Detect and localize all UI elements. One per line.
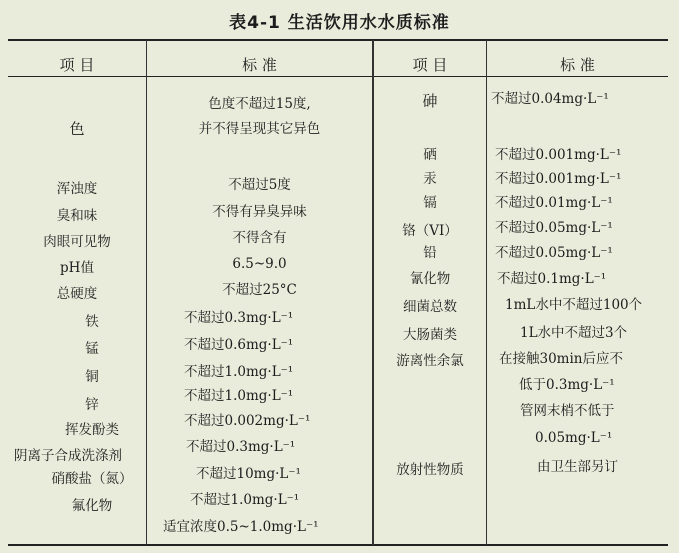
right-std-chlorine-line2: 低于0.3mg·L⁻¹ xyxy=(519,377,615,393)
right-item-bacteria: 细菌总数 xyxy=(403,299,457,315)
right-std-arsenic: 不超过0.04mg·L⁻¹ xyxy=(491,91,609,107)
left-item-ph: pH值 xyxy=(60,260,94,276)
left-std-ph: 6.5~9.0 xyxy=(232,256,287,272)
left-std-zinc: 不超过1.0mg·L⁻¹ xyxy=(184,388,294,404)
left-std-fluoride-line1: 不超过1.0mg·L⁻¹ xyxy=(190,492,300,508)
left-std-copper: 不超过1.0mg·L⁻¹ xyxy=(184,364,294,380)
right-item-cadmium: 镉 xyxy=(423,195,437,211)
header-right-item: 项 目 xyxy=(412,56,448,74)
bottom-rule xyxy=(8,544,668,546)
left-std-visible: 不得含有 xyxy=(232,230,287,246)
left-std-nitrate: 不超过10mg·L⁻¹ xyxy=(196,466,301,482)
left-item-iron: 铁 xyxy=(85,314,99,330)
left-item-zinc: 锌 xyxy=(85,397,99,413)
right-std-selenium: 不超过0.001mg·L⁻¹ xyxy=(495,147,622,163)
right-item-arsenic: 砷 xyxy=(422,92,438,110)
left-std-iron: 不超过0.3mg·L⁻¹ xyxy=(184,310,294,326)
right-item-radioactive: 放射性物质 xyxy=(396,462,464,478)
right-item-selenium: 硒 xyxy=(423,147,437,163)
left-std-manganese: 不超过0.6mg·L⁻¹ xyxy=(184,337,294,353)
left-item-copper: 铜 xyxy=(85,369,99,385)
right-std-chlorine-line4: 0.05mg·L⁻¹ xyxy=(535,430,613,446)
left-item-hardness: 总硬度 xyxy=(56,286,98,302)
col-divider-3 xyxy=(486,40,487,545)
right-std-bacteria: 1mL水中不超过100个 xyxy=(505,297,643,313)
left-item-turbidity: 浑浊度 xyxy=(56,181,98,197)
left-std-color-line2: 并不得呈现其它异色 xyxy=(198,121,321,137)
right-std-cyanide: 不超过0.1mg·L⁻¹ xyxy=(497,271,607,287)
left-std-hardness: 不超过25°C xyxy=(222,282,297,298)
left-item-phenols: 挥发酚类 xyxy=(65,422,119,438)
right-item-cyanide: 氰化物 xyxy=(409,271,451,287)
right-std-mercury: 不超过0.001mg·L⁻¹ xyxy=(495,171,622,187)
right-std-chlorine-line3: 管网末梢不低于 xyxy=(520,403,615,419)
right-item-mercury: 汞 xyxy=(423,171,437,187)
right-item-coliform: 大肠菌类 xyxy=(403,327,457,343)
header-left-item: 项 目 xyxy=(59,56,95,74)
header-left-standard: 标 准 xyxy=(242,56,277,74)
header-rule xyxy=(8,76,668,77)
left-std-odor: 不得有异臭异味 xyxy=(212,204,307,220)
left-item-detergent: 阴离子合成洗涤剂 xyxy=(14,448,122,464)
right-item-lead: 铅 xyxy=(423,245,437,261)
right-std-cadmium: 不超过0.01mg·L⁻¹ xyxy=(495,195,613,211)
left-item-visible: 肉眼可见物 xyxy=(43,234,111,250)
left-item-manganese: 锰 xyxy=(85,341,99,357)
left-item-odor: 臭和味 xyxy=(56,208,98,224)
left-std-turbidity: 不超过5度 xyxy=(228,177,291,193)
right-std-chromium: 不超过0.05mg·L⁻¹ xyxy=(495,220,613,236)
left-std-detergent: 不超过0.3mg·L⁻¹ xyxy=(186,439,296,455)
right-std-chlorine-line1: 在接触30min后应不 xyxy=(499,351,623,367)
left-std-color-line1: 色度不超过15度, xyxy=(208,96,311,112)
left-std-phenols: 不超过0.002mg·L⁻¹ xyxy=(184,413,311,429)
left-std-fluoride-line2: 适宜浓度0.5~1.0mg·L⁻¹ xyxy=(163,519,319,535)
left-item-fluoride: 氟化物 xyxy=(71,498,113,514)
right-item-chlorine: 游离性余氯 xyxy=(396,353,464,369)
right-std-radioactive: 由卫生部另订 xyxy=(537,459,618,475)
right-std-coliform: 1L水中不超过3个 xyxy=(520,325,628,341)
right-std-lead: 不超过0.05mg·L⁻¹ xyxy=(495,245,613,261)
left-item-color: 色 xyxy=(69,120,85,138)
left-item-nitrate: 硝酸盐（氮） xyxy=(51,471,133,487)
top-rule xyxy=(8,39,668,41)
table-title: 表4-1 生活饮用水水质标准 xyxy=(229,13,450,33)
right-item-chromium: 铬（VI） xyxy=(402,223,458,239)
header-right-standard: 标 准 xyxy=(560,56,595,74)
